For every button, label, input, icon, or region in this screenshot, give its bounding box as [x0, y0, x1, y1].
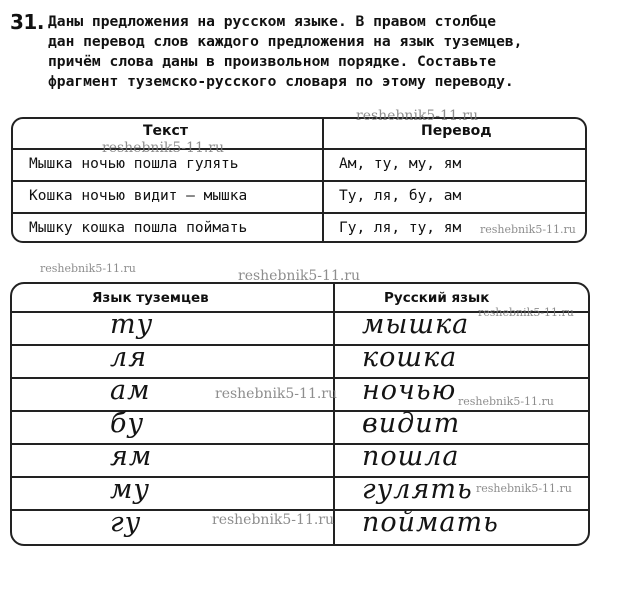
task-text	[48, 12, 608, 92]
russian-word: поймать	[362, 507, 499, 538]
russian-word: кошка	[362, 342, 458, 373]
header-translation: Перевод	[421, 123, 492, 139]
task-number: 31.	[10, 10, 44, 34]
native-word: ам	[110, 375, 151, 406]
translation-cell: Ам, ту, му, ям	[339, 156, 462, 172]
table-row	[13, 180, 585, 214]
watermark: reshebnik5-11.ru	[212, 512, 335, 528]
watermark: reshebnik5-11.ru	[238, 268, 361, 284]
watermark: reshebnik5-11.ru	[215, 386, 338, 402]
sentence-cell: Мышка ночью пошла гулять	[29, 156, 239, 172]
russian-word: видит	[362, 408, 461, 439]
watermark: reshebnik5-11.ru	[478, 306, 574, 319]
native-word: бу	[110, 408, 145, 439]
sentence-cell: Кошка ночью видит — мышка	[29, 188, 248, 204]
task-line: причём слова даны в произвольном порядке. Составьте	[48, 53, 497, 70]
translation-cell: Гу, ля, ту, ям	[339, 220, 462, 236]
header-native-language: Язык туземцев	[92, 290, 209, 306]
native-word: ту	[110, 309, 154, 340]
watermark: reshebnik5-11.ru	[102, 140, 225, 156]
watermark: reshebnik5-11.ru	[480, 223, 576, 236]
native-word: му	[110, 474, 151, 505]
russian-word: гулять	[362, 474, 473, 505]
header-text: Текст	[143, 123, 188, 139]
header-russian-language: Русский язык	[384, 290, 490, 306]
table-row	[12, 344, 588, 379]
table-row	[13, 148, 585, 182]
watermark: reshebnik5-11.ru	[40, 262, 136, 275]
russian-word: мышка	[362, 309, 470, 340]
russian-word: пошла	[362, 441, 460, 472]
task-line: дан перевод слов каждого предложения на язык туземцев,	[48, 33, 523, 50]
table-row	[12, 443, 588, 478]
native-word: ям	[110, 441, 153, 472]
russian-word: ночью	[362, 375, 457, 406]
task-line: фрагмент туземско-русского словаря по этому переводу.	[48, 73, 514, 90]
task-line: Даны предложения на русском языке. В правом столбце	[48, 13, 497, 30]
native-word: ля	[110, 342, 148, 373]
dictionary-table	[10, 282, 590, 546]
table-row	[12, 410, 588, 445]
sentence-cell: Мышку кошка пошла поймать	[29, 220, 248, 236]
watermark: reshebnik5-11.ru	[458, 395, 554, 408]
translation-cell: Ту, ля, бу, ам	[339, 188, 462, 204]
watermark: reshebnik5-11.ru	[476, 482, 572, 495]
watermark: reshebnik5-11.ru	[356, 108, 479, 124]
native-word: гу	[110, 507, 142, 538]
